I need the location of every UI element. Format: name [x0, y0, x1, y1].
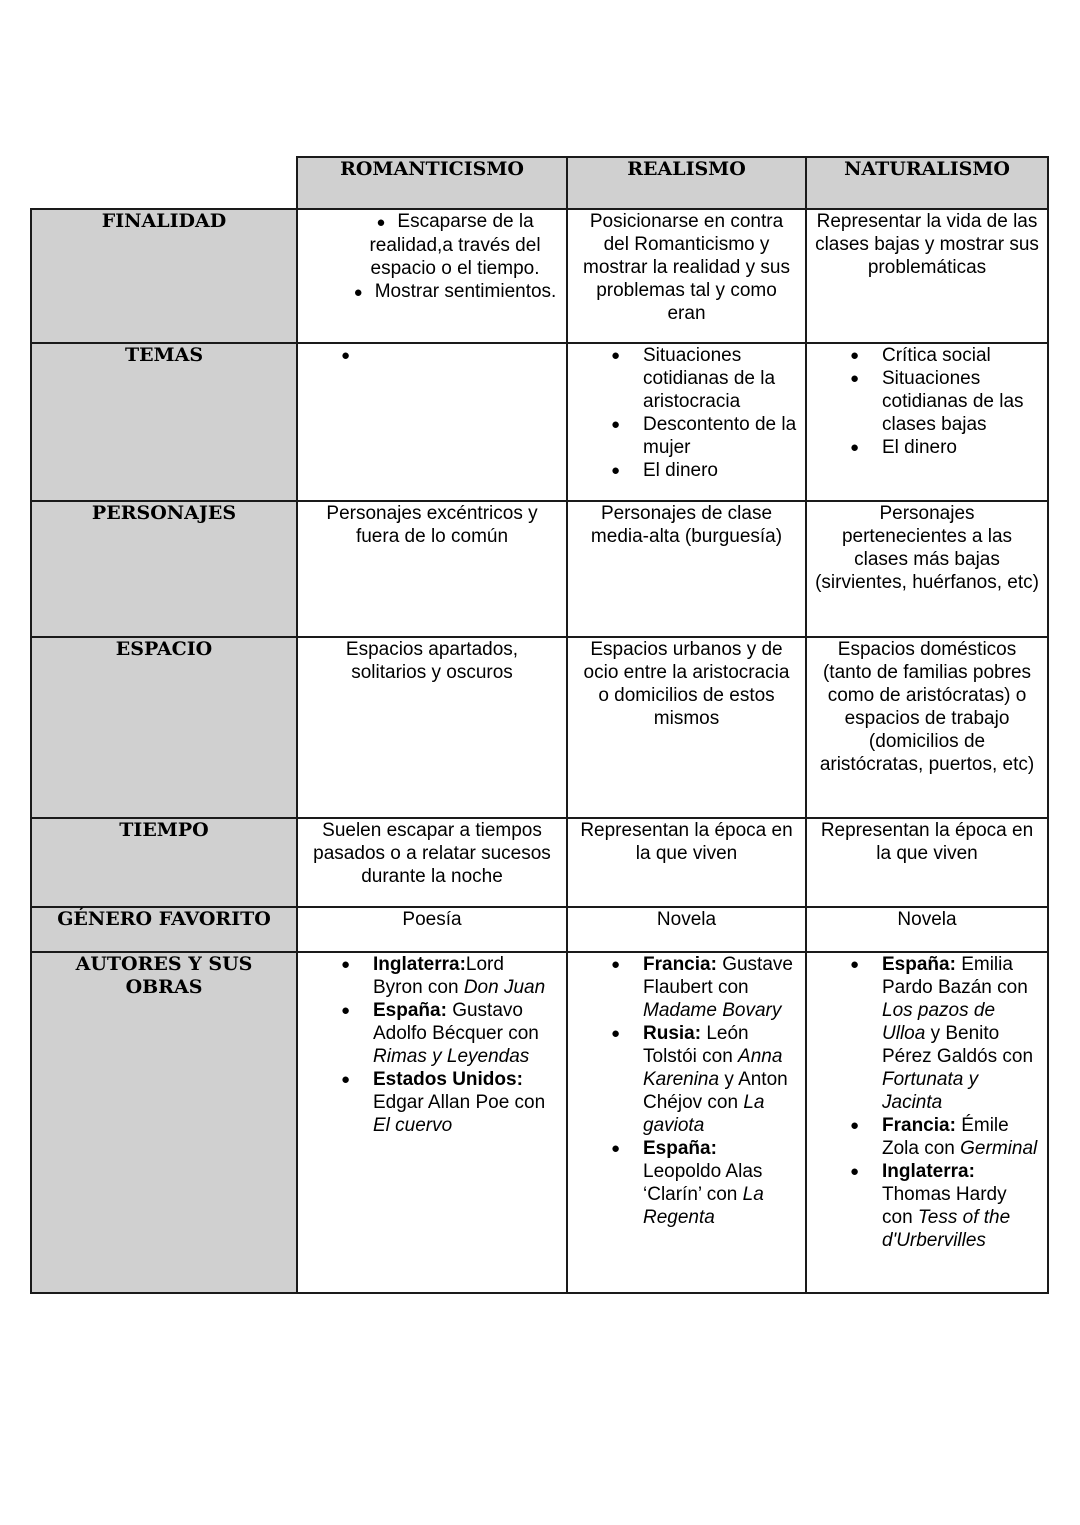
row-header-personajes: PERSONAJES — [31, 501, 297, 637]
bullet-icon: ● — [376, 214, 386, 231]
cell-autores-romanticismo — [297, 952, 567, 1293]
list-item: ● España: Gustavo Adolfo Bécquer con Rimas y Leyendas — [373, 999, 558, 1068]
autores-romanticismo-list — [306, 953, 558, 1137]
cell-autores-naturalismo — [806, 952, 1048, 1293]
row-tiempo — [31, 818, 1048, 907]
cell-finalidad-naturalismo: Representar la vida de las clases bajas y mostrar sus problemáticas — [806, 209, 1048, 343]
temas-naturalismo-list — [815, 344, 1039, 459]
row-header-autores: AUTORES Y SUS OBRAS — [31, 952, 297, 1293]
cell-personajes-realismo: Personajes de clase media-alta (burguesía) — [567, 501, 806, 637]
row-espacio — [31, 637, 1048, 818]
list-item: ● El dinero — [882, 436, 1039, 459]
list-item: ● España: Emilia Pardo Bazán con Los pazos de Ulloa y Benito Pérez Galdós con Fortunata y Jacinta — [882, 953, 1039, 1114]
row-temas — [31, 343, 1048, 501]
finalidad-romanticismo-list — [306, 210, 558, 304]
cell-temas-romanticismo — [297, 343, 567, 501]
column-header-romanticismo: ROMANTICISMO — [297, 157, 567, 209]
cell-finalidad-realismo: Posicionarse en contra del Romanticismo y mostrar la realidad y sus problemas tal y como eran — [567, 209, 806, 343]
column-header-naturalismo: NATURALISMO — [806, 157, 1048, 209]
cell-tiempo-romanticismo: Suelen escapar a tiempos pasados o a relatar sucesos durante la noche — [297, 818, 567, 907]
list-item: ● Rusia: León Tolstói con Anna Karenina y Anton Chéjov con La gaviota — [643, 1022, 797, 1137]
column-header-realismo: REALISMO — [567, 157, 806, 209]
list-item: ● Francia: Émile Zola con Germinal — [882, 1114, 1039, 1160]
bullet-icon: ● — [353, 284, 363, 301]
cell-finalidad-romanticismo — [297, 209, 567, 343]
list-item: ● Inglaterra: Thomas Hardy con Tess of the d'Urbervilles — [882, 1160, 1039, 1252]
row-header-tiempo: TIEMPO — [31, 818, 297, 907]
cell-genero-romanticismo: Poesía — [297, 907, 567, 952]
literary-movements-table — [30, 156, 1049, 1294]
list-item: ● Descontento de la mujer — [643, 413, 797, 459]
list-item: ● Crítica social — [882, 344, 1039, 367]
list-item: ● Estados Unidos: Edgar Allan Poe con El cuervo — [373, 1068, 558, 1137]
autores-realismo-list — [576, 953, 797, 1229]
cell-espacio-realismo: Espacios urbanos y de ocio entre la aristocracia o domicilios de estos mismos — [567, 637, 806, 818]
list-item: ● Situaciones cotidianas de las clases bajas — [882, 367, 1039, 436]
cell-temas-naturalismo — [806, 343, 1048, 501]
list-item: ● España: Leopoldo Alas ‘Clarín’ con La Regenta — [643, 1137, 797, 1229]
cell-personajes-naturalismo: Personajes pertenecientes a las clases más bajas (sirvientes, huérfanos, etc) — [806, 501, 1048, 637]
row-header-finalidad: FINALIDAD — [31, 209, 297, 343]
list-item: ● El dinero — [643, 459, 797, 482]
list-item: ● Mostrar sentimientos. — [353, 281, 557, 302]
row-header-espacio: ESPACIO — [31, 637, 297, 818]
row-genero-favorito — [31, 907, 1048, 952]
list-item: ● Francia: Gustave Flaubert con Madame Bovary — [643, 953, 797, 1022]
cell-genero-naturalismo: Novela — [806, 907, 1048, 952]
cell-tiempo-naturalismo: Representan la época en la que viven — [806, 818, 1048, 907]
cell-personajes-romanticismo: Personajes excéntricos y fuera de lo común — [297, 501, 567, 637]
autores-naturalismo-list — [815, 953, 1039, 1252]
row-header-temas: TEMAS — [31, 343, 297, 501]
list-item: ● Inglaterra:Lord Byron con Don Juan — [373, 953, 558, 999]
header-row — [31, 157, 1048, 209]
empty-corner-cell — [31, 157, 297, 209]
cell-autores-realismo — [567, 952, 806, 1293]
list-item: ● Situaciones cotidianas de la aristocracia — [643, 344, 797, 413]
temas-realismo-list — [576, 344, 797, 482]
cell-espacio-naturalismo: Espacios domésticos (tanto de familias pobres como de aristócratas) o espacios de trabajo (domicilios de aristócratas, puertos, etc) — [806, 637, 1048, 818]
cell-temas-realismo — [567, 343, 806, 501]
row-autores — [31, 952, 1048, 1293]
cell-espacio-romanticismo: Espacios apartados, solitarios y oscuros — [297, 637, 567, 818]
row-personajes — [31, 501, 1048, 637]
cell-tiempo-realismo: Representan la época en la que viven — [567, 818, 806, 907]
row-header-genero-favorito: GÉNERO FAVORITO — [31, 907, 297, 952]
row-finalidad — [31, 209, 1048, 343]
list-item: ● Escaparse de la realidad,a través del espacio o el tiempo. — [369, 211, 541, 279]
cell-genero-realismo: Novela — [567, 907, 806, 952]
